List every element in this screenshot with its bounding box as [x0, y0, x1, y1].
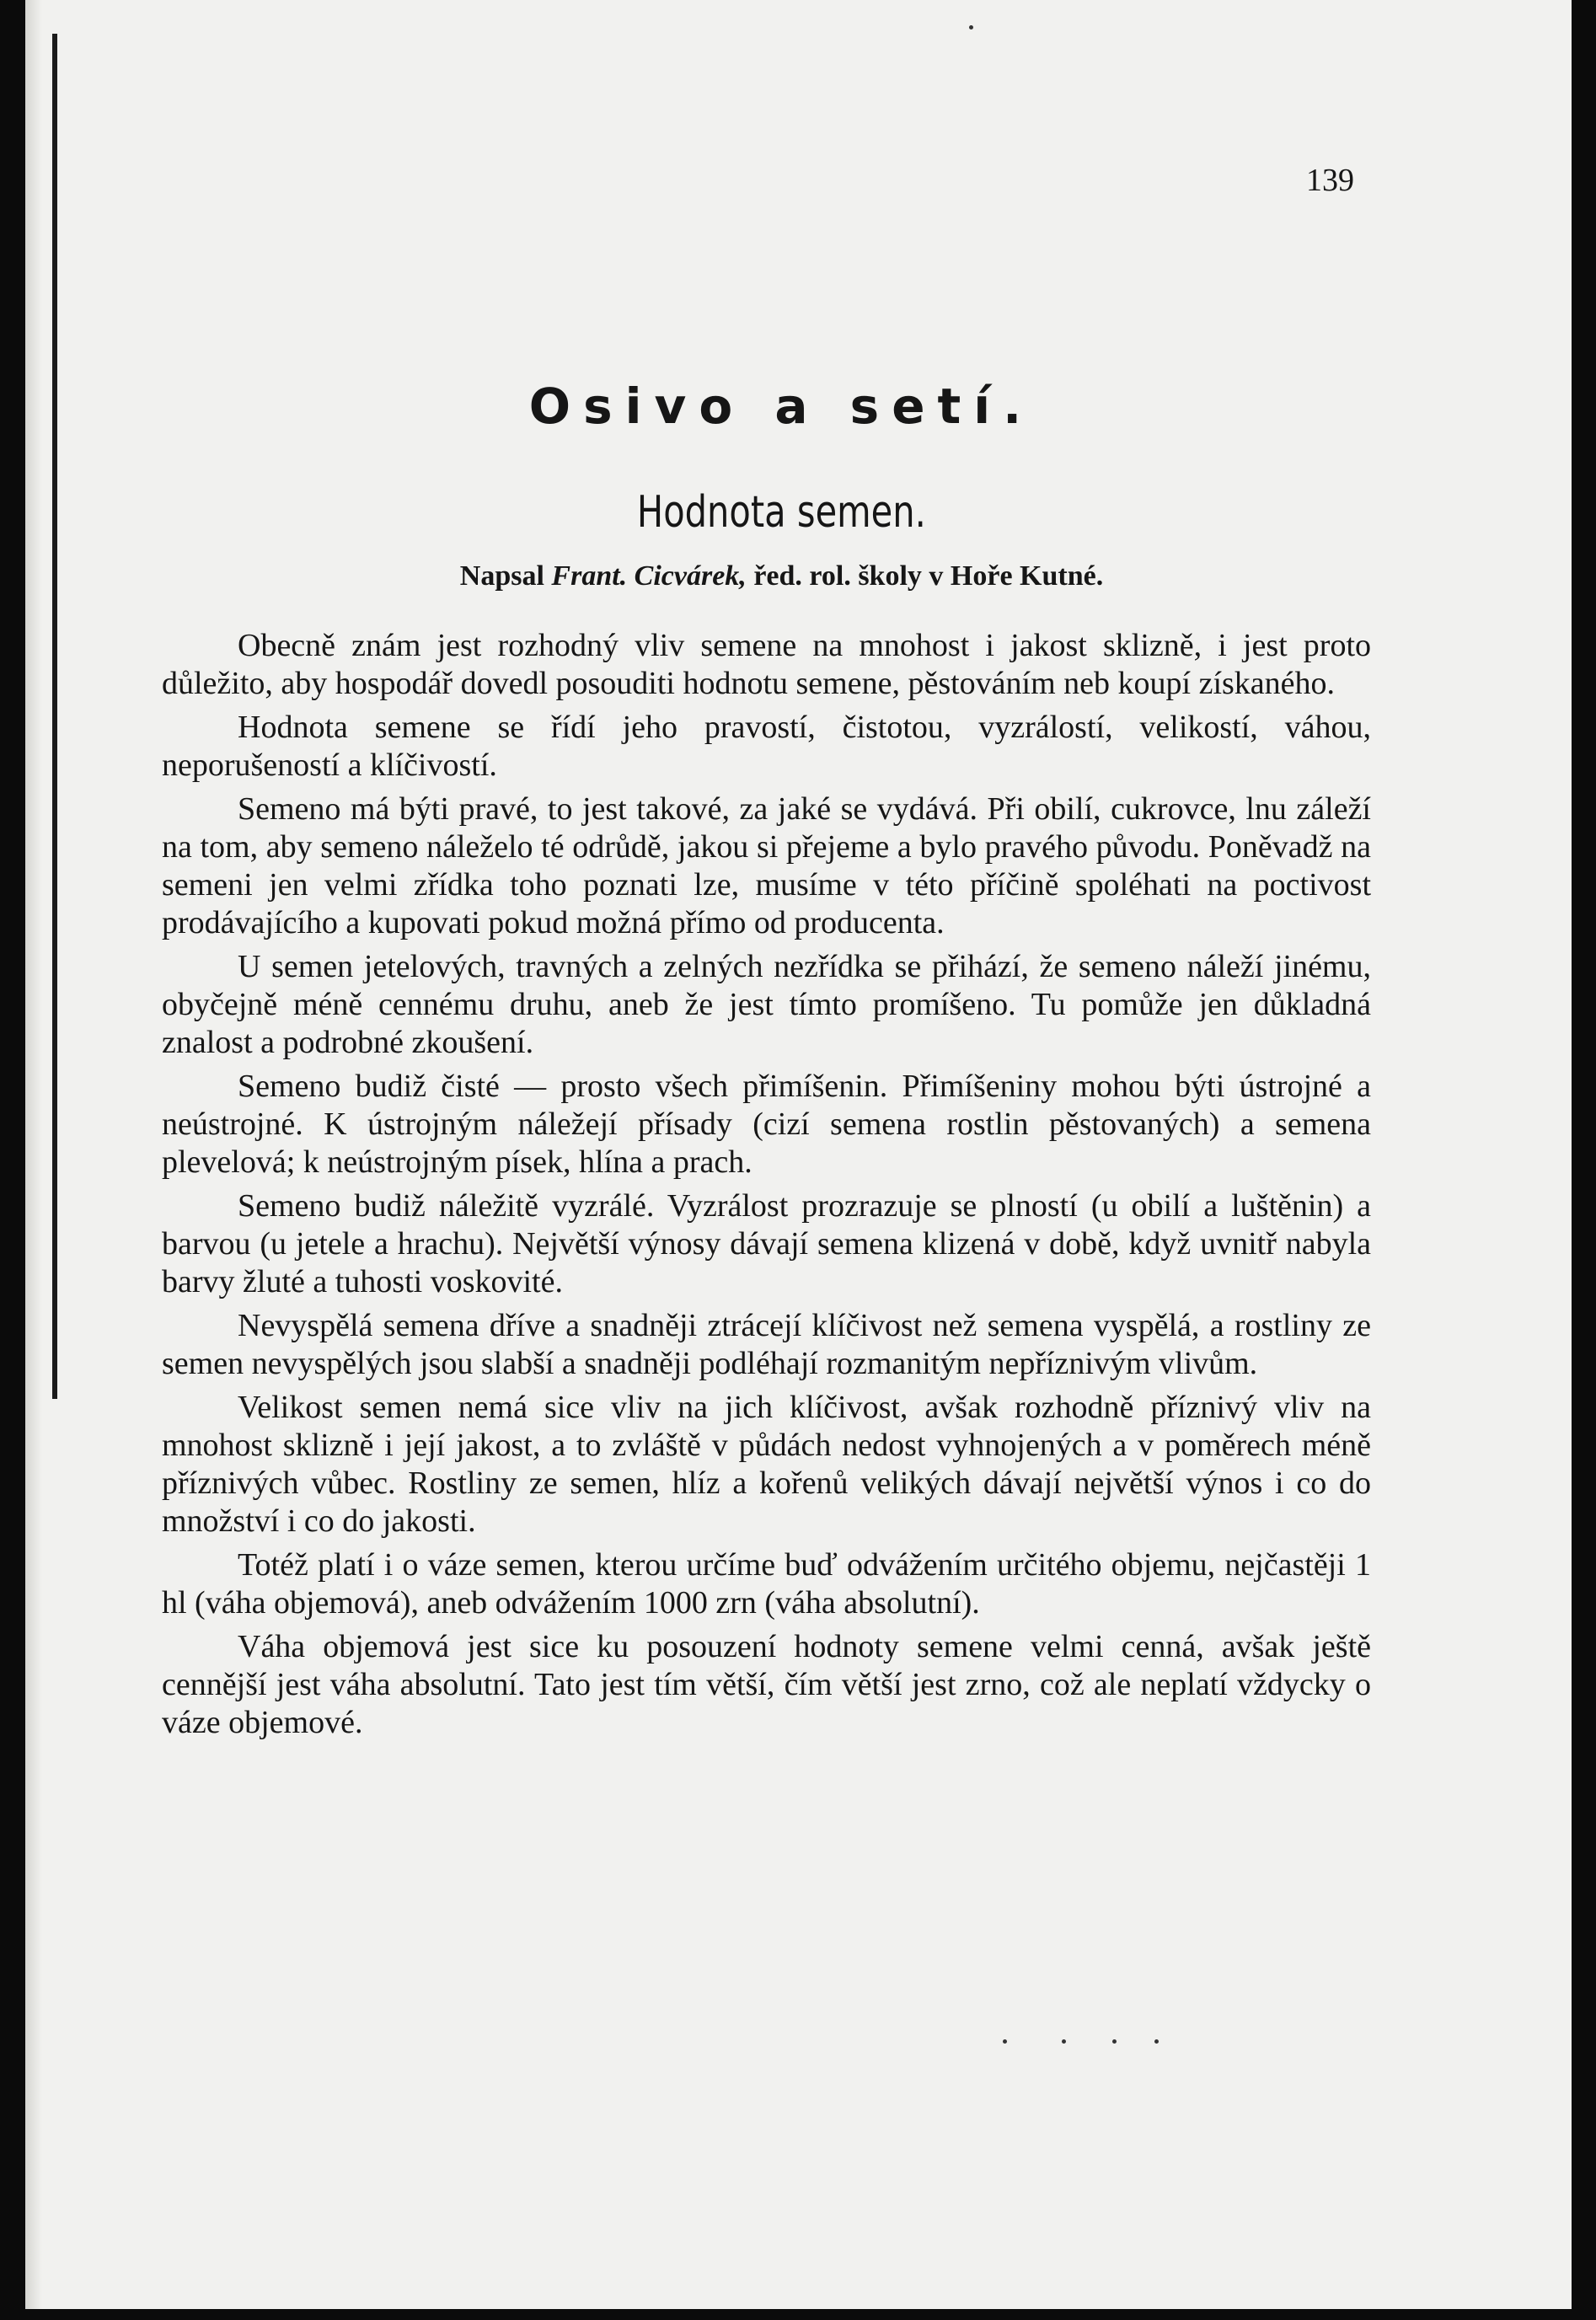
paragraph: Velikost semen nemá sice vliv na jich klíčivost, avšak rozhodně příznivý vliv na mnohost sklizně i její jakost, a to zvláště v půdách nedost vyhnojených a v poměrech méně příznivých vůbec. Rostliny ze semen, hlíz a kořenů velikých dávají největší výnos i co do množství i co do jakosti.: [162, 1390, 1371, 1539]
binding-shadow-line: [52, 34, 57, 1399]
page-binding-edge: [25, 0, 42, 2309]
book-page: [25, 0, 1572, 2309]
paragraph: Totéž platí i o váze semen, kterou určíme buď odvážením určitého objemu, nejčastěji 1 hl (váha objemová), aneb odvážením 1000 zrn (váha absolutní).: [162, 1547, 1371, 1621]
paragraph: Nevyspělá semena dříve a snadněji ztrácejí klíčivost než semena vyspělá, a rostliny ze semen nevyspělých jsou slabší a snadněji podléhají rozmanitým nepříznivým vlivům.: [162, 1308, 1371, 1381]
page-number: 139: [1306, 163, 1354, 198]
byline-author: Frant. Cicvárek,: [551, 560, 747, 592]
paragraph: Semeno budiž čisté — prosto všech přimíšenin. Přimíšeniny mohou býti ústrojné a neústrojné. K ústrojným náležejí přísady (cizí semena rostlin pěstovaných) a semena plevelová; k neústrojným písek, hlína a prach.: [162, 1069, 1371, 1180]
print-speck: [969, 25, 973, 29]
paragraph: Semeno budiž náležitě vyzrálé. Vyzrálost prozrazuje se plností (u obilí a luštěnin) a barvou (u jetele a hrachu). Největší výnosy dávají semena klizená v době, když uvnitř nabyla barvy žluté a tuhosti voskovité.: [162, 1188, 1371, 1299]
byline: [25, 560, 1538, 592]
paragraph: Semeno má býti pravé, to jest takové, za jaké se vydává. Při obilí, cukrovce, lnu záleží na tom, aby semeno náleželo té odrůdě, jakou si přejeme a bylo pravého původu. Poněvadž na semeni jen velmi zřídka toho poznati lze, musíme v této příčině spoléhati na poctivost prodávajícího a kupovati pokud možná přímo od producenta.: [162, 791, 1371, 940]
print-speck: [1003, 2039, 1007, 2044]
print-speck: [1112, 2039, 1117, 2044]
article-body: [162, 627, 1371, 1742]
print-speck: [1062, 2039, 1066, 2044]
byline-affiliation: řed. rol. školy v Hoře Kutné.: [753, 560, 1104, 592]
paragraph: U semen jetelových, travných a zelných nezřídka se přihází, že semeno náleží jinému, obyčejně méně cennému druhu, aneb že jest tímto promíšeno. Tu pomůže jen důkladná znalost a podrobné zkoušení.: [162, 949, 1371, 1060]
paragraph: Hodnota semene se řídí jeho pravostí, čistotou, vyzrálostí, velikostí, váhou, neporušeností a klíčivostí.: [162, 710, 1371, 783]
section-title: Osivo a setí.: [528, 378, 1035, 435]
paragraph: Váha objemová jest sice ku posouzení hodnoty semene velmi cenná, avšak ještě cennější jest váha absolutní. Tato jest tím větší, čím větší jest zrno, což ale neplatí vždycky o váze objemové.: [162, 1629, 1371, 1740]
paragraph: Obecně znám jest rozhodný vliv semene na mnohost i jakost sklizně, i jest proto důležito, aby hospodář dovedl posouditi hodnotu semene, pěstováním neb koupí získaného.: [162, 628, 1371, 701]
print-speck: [1154, 2039, 1159, 2044]
article-title: Hodnota semen.: [636, 487, 926, 538]
byline-prefix: Napsal: [459, 560, 544, 592]
